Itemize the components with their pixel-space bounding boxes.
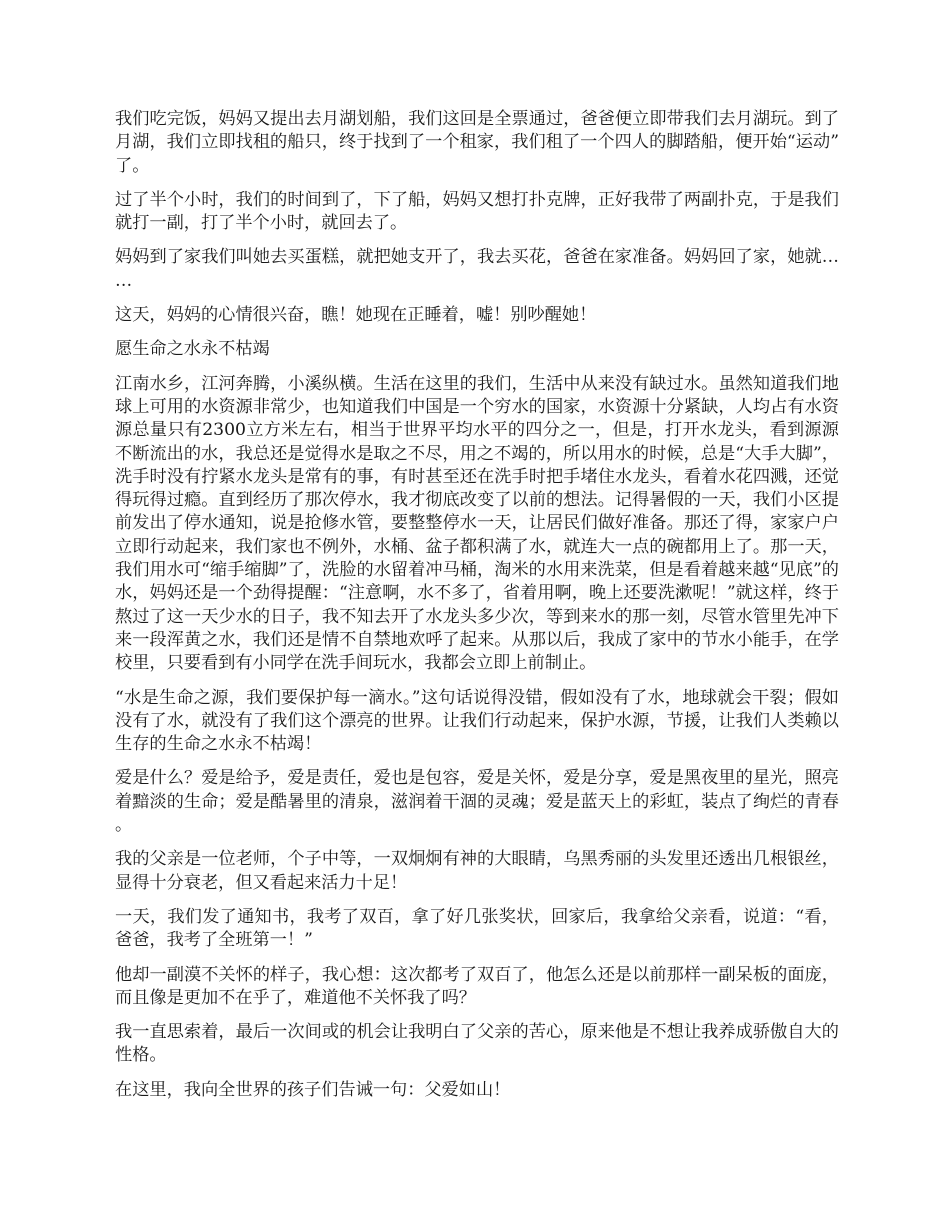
section-heading: 愿生命之水永不枯竭 (115, 339, 270, 360)
paragraph: 我一直思索着，最后一次间或的机会让我明白了父亲的苦心，原来他是不想让我养成骄傲自大的性格。 (115, 1022, 839, 1066)
paragraph: 一天，我们发了通知书，我考了双百，拿了好几张奖状，回家后，我拿给父亲看，说道：“看，爸爸，我考了全班第一！” (115, 906, 839, 951)
paragraph: 爱是什么？爱是给予，爱是责任，爱也是包容，爱是关怀，爱是分享，爱是黑夜里的星光，照亮着黯淡的生命；爱是酷暑里的清泉，滋润着干涸的灵魂；爱是蓝天上的彩虹，装点了绚烂的青春。 (115, 768, 839, 836)
paragraph: 他却一副漠不关怀的样子，我心想：这次都考了双百了，他怎么还是以前那样一副呆板的面庞，而且像是更加不在乎了，难道他不关怀我了吗？ (115, 964, 839, 1008)
paragraph: 我们吃完饭，妈妈又提出去月湖划船，我们这回是全票通过，爸爸便立即带我们去月湖玩。到了月湖，我们立即找租的船只，终于找到了一个租家，我们租了一个四人的脚踏船，便开始“运动”了。 (115, 109, 839, 176)
paragraph: 这天，妈妈的心情很兴奋，瞧！她现在正睡着，嘘！别吵醒她！ (115, 305, 597, 326)
paragraph: “水是生命之源，我们要保护每一滴水。”这句话说得没错，假如没有了水，地球就会干裂；假如没有了水，就没有了我们这个漂亮的世界。让我们行动起来，保护水源，节援，让我们人类赖以生存的生命之水永不枯竭！ (115, 687, 839, 755)
paragraph: 江南水乡，江河奔腾，小溪纵横。生活在这里的我们，生活中从来没有缺过水。虽然知道我们地球上可用的水资源非常少，也知道我们中国是一个穷水的国家，水资源十分紧缺，人均占有水资源总量只有2300立方米左右，相当于世界平均水平的四分之一，但是，打开水龙头，看到源源不断流出的水，我总还是觉得水是取之不尽，用之不竭的，所以用水的时候，总是“大手大脚”，洗手时没有拧紧水龙头是常有的事，有时甚至还在洗手时把手堵住水龙头，看着水花四溅，还觉得玩得过瘾。直到经历了那次停水，我才彻底改变了以前的想法。记得暑假的一天，我们小区提前发出了停水通知，说是抢修水管，要整整停水一天，让居民们做好准备。那还了得，家家户户立即行动起来，我们家也不例外，水桶、盆子都积满了水，就连大一点的碗都用上了。那一天，我们用水可“缩手缩脚”了，洗脸的水留着冲马桶，淘米的水用来洗菜，但是看着越来越“见底”的水，妈妈还是一个劲得提醒：“注意啊，水不多了，省着用啊，晚上还要洗漱呢！”就这样，终于熬过了这一天少水的日子，我不知去开了水龙头多少次，等到来水的那一刻，尽管水管里先冲下来一段浑黄之水，我们还是情不自禁地欢呼了起来。从那以后，我成了家中的节水小能手，在学校里，只要看到有小同学在洗手间玩水，我都会立即上前制止。 (115, 373, 839, 674)
paragraph: 妈妈到了家我们叫她去买蛋糕，就把她支开了，我去买花，爸爸在家准备。妈妈回了家，她就…… (115, 247, 839, 291)
document-body (115, 108, 839, 1113)
paragraph: 我的父亲是一位老师，个子中等，一双炯炯有神的大眼睛，乌黑秀丽的头发里还透出几根银丝，显得十分衰老，但又看起来活力十足！ (115, 849, 839, 893)
paragraph: 在这里，我向全世界的孩子们告诫一句：父爱如山！ (115, 1079, 511, 1100)
paragraph: 过了半个小时，我们的时间到了，下了船，妈妈又想打扑克牌，正好我带了两副扑克，于是我们就打一副，打了半个小时，就回去了。 (115, 189, 839, 234)
